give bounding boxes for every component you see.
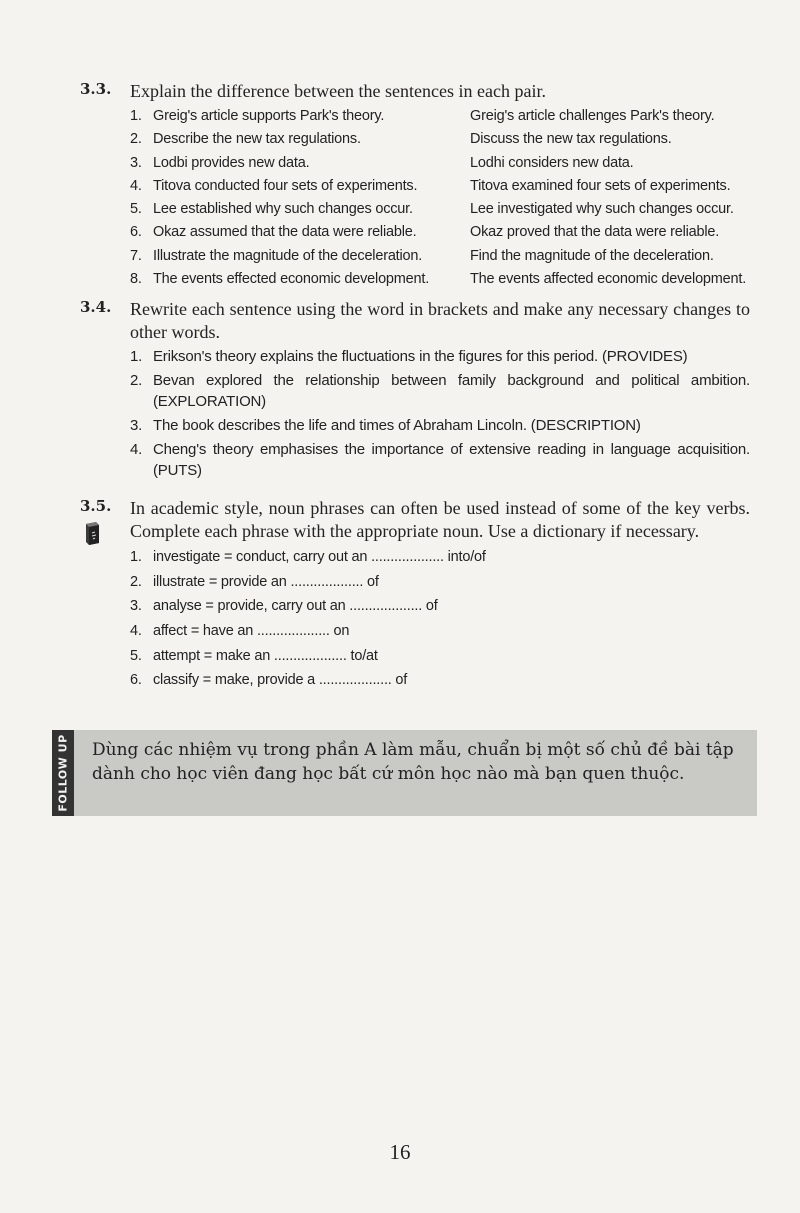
list-item: 6. classify = make, provide a ................... of [130, 672, 408, 689]
dictionary-icon [84, 521, 101, 545]
exercise-instruction: Explain the difference between the sentences in each pair. [130, 81, 546, 101]
exercise-instruction: Rewrite each sentence using the word in brackets and make any necessary changes to other words. [130, 299, 750, 342]
list-item: 4. Titova conducted four sets of experiments. Titova examined four sets of experiments. [130, 177, 731, 194]
list-item: 2. illustrate = provide an ................... of [130, 573, 379, 590]
list-item: 3. Lodbi provides new data. Lodhi considers new data. [130, 154, 634, 171]
sentence-pair-list [130, 105, 750, 291]
page-number: 16 [389, 1140, 411, 1164]
list-item: 7. Illustrate the magnitude of the deceleration. Find the magnitude of the deceleration. [130, 247, 714, 264]
list-item: 2. Bevan explored the relationship between family background and political ambition. (EXPLORATION) [130, 372, 750, 410]
exercise-instruction: In academic style, noun phrases can often be used instead of some of the key verbs. Complete each phrase with the appropriate noun. Use a dictionary if necessary. [130, 498, 750, 541]
list-item: 1. Erikson's theory explains the fluctuations in the figures for this period. (PROVIDES) [130, 348, 688, 365]
follow-up-box [52, 730, 757, 816]
exercise-3-5 [80, 497, 750, 693]
list-item: 4. Cheng's theory emphasises the importance of extensive reading in language acquisition. (PUTS) [130, 441, 750, 479]
list-item: 1. investigate = conduct, carry out an ................... into/of [130, 549, 486, 565]
exercise-number: 3.5. [80, 497, 112, 515]
noun-phrase-list [130, 545, 750, 693]
exercise-number: 3.3. [80, 80, 112, 98]
list-item: 3. analyse = provide, carry out an ................... of [130, 598, 438, 615]
list-item: 2. Describe the new tax regulations. Discuss the new tax regulations. [130, 131, 672, 148]
list-item: 6. Okaz assumed that the data were reliable. Okaz proved that the data were reliable. [130, 224, 720, 241]
follow-up-tab [52, 730, 74, 816]
exercise-3-3 [80, 80, 750, 291]
list-item: 4. affect = have an ................... on [130, 623, 350, 640]
exercise-3-4 [80, 298, 750, 484]
rewrite-list [130, 346, 750, 481]
list-item: 1. Greig's article supports Park's theory. Greig's article challenges Park's theory. [130, 108, 715, 124]
list-item: 3. The book describes the life and times of Abraham Lincoln. (DESCRIPTION) [130, 417, 641, 434]
list-item: 5. Lee established why such changes occur. Lee investigated why such changes occur. [130, 201, 734, 218]
follow-up-label: FOLLOW UP [56, 734, 70, 812]
follow-up-text: Dùng các nhiệm vụ trong phần A làm mẫu, chuẩn bị một số chủ đề bài tập dành cho học viên đang học bất cứ môn học nào mà bạn quen thuộc. [92, 740, 734, 784]
exercise-number: 3.4. [80, 298, 112, 316]
list-item: 8. The events effected economic development. The events affected economic development. [130, 271, 747, 288]
list-item: 5. attempt = make an ................... to/at [130, 647, 378, 664]
